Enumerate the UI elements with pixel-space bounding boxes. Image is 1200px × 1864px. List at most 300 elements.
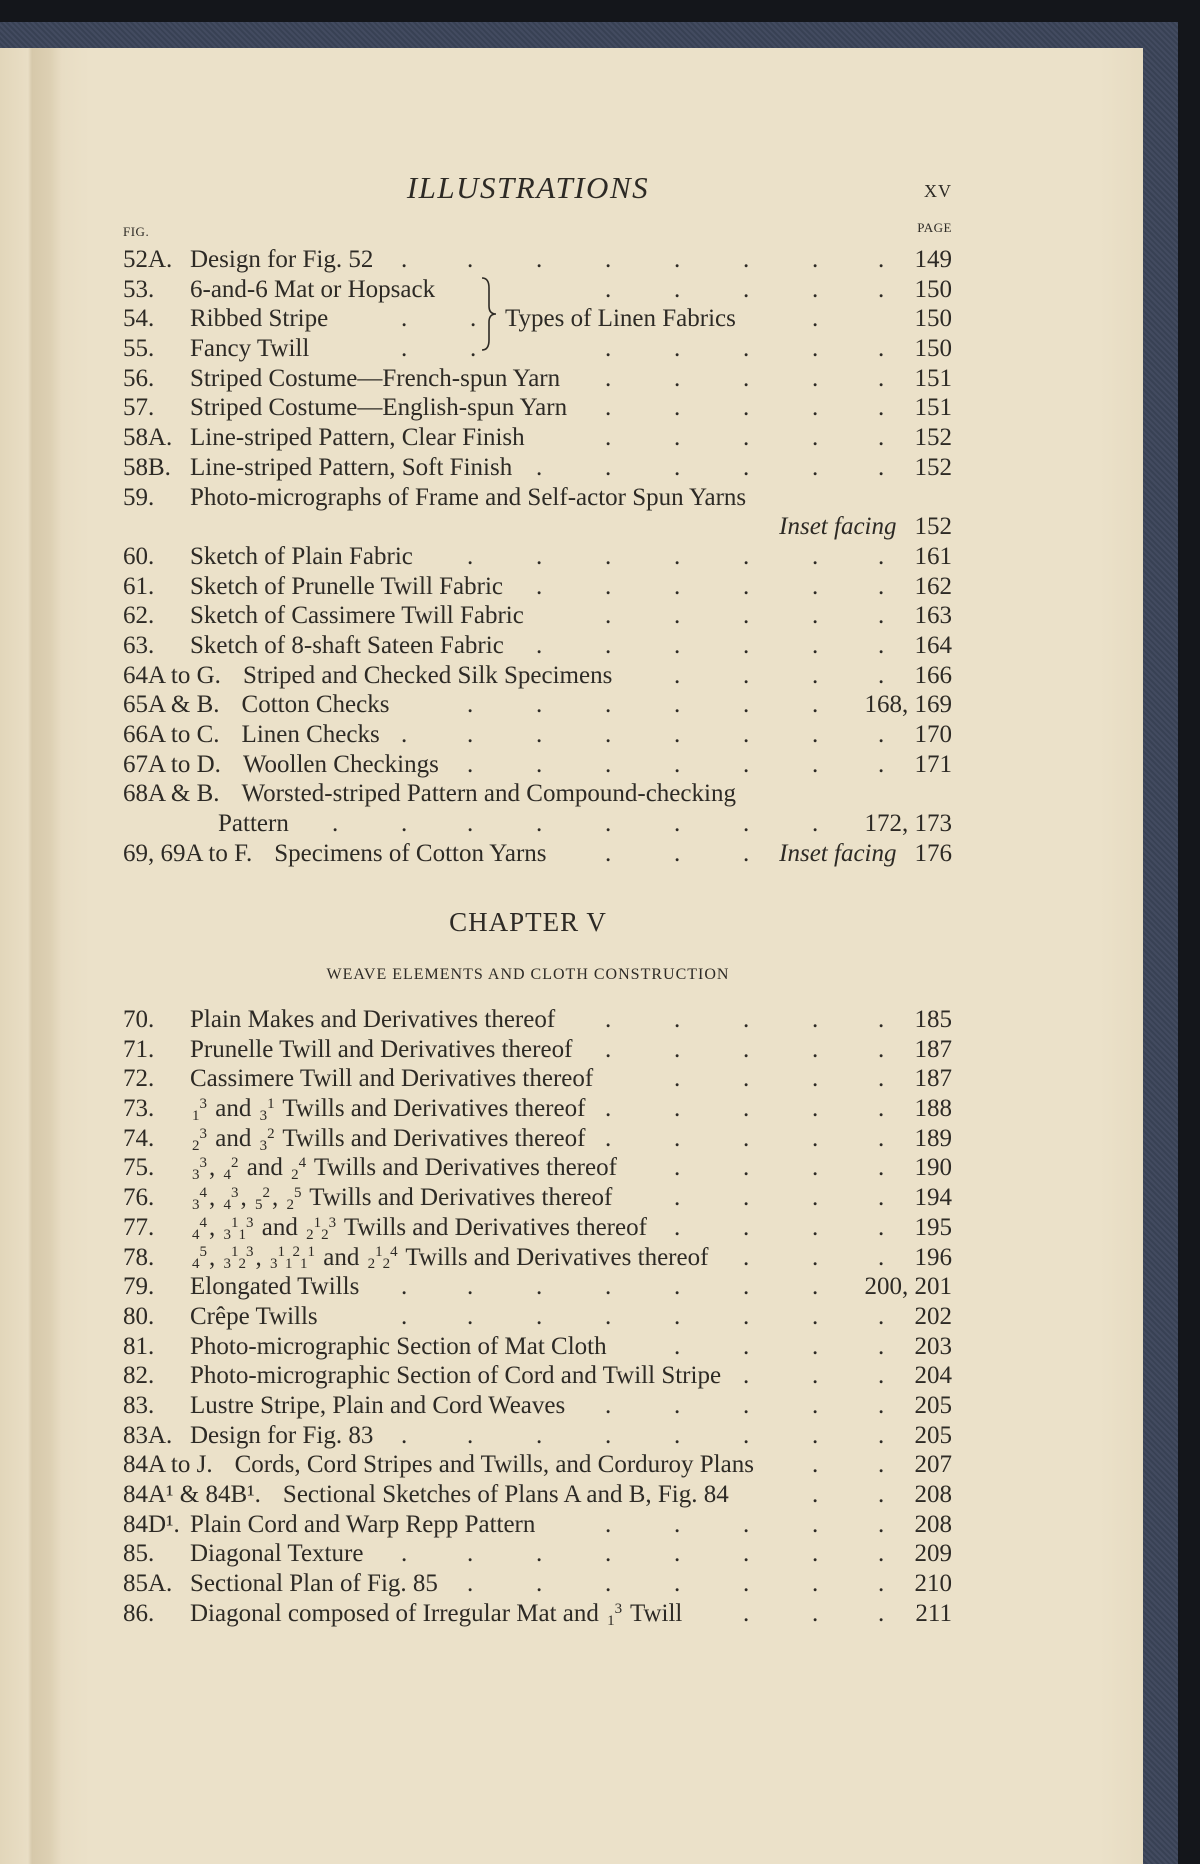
figure-title: Line-striped Pattern, Clear Finish bbox=[190, 424, 525, 452]
leader-dot: . bbox=[743, 572, 750, 600]
twill-digit: 4 bbox=[192, 1256, 200, 1273]
title-text: Twills and Derivatives thereof bbox=[276, 1095, 586, 1123]
leader-dot: . bbox=[812, 542, 819, 570]
leader-dot: . bbox=[605, 810, 612, 838]
leader-dot: . bbox=[674, 453, 681, 481]
list-item bbox=[123, 1450, 952, 1480]
leader-dot: . bbox=[812, 1035, 819, 1063]
figure-title: Sectional Plan of Fig. 85 bbox=[190, 1570, 438, 1598]
list-item bbox=[123, 1510, 952, 1540]
leader-dot: . bbox=[605, 721, 612, 748]
list-item bbox=[123, 364, 952, 394]
twill-notation bbox=[255, 1184, 270, 1213]
page-number: 189 bbox=[914, 1124, 952, 1152]
page-number: 188 bbox=[914, 1095, 952, 1123]
leader-dot: . bbox=[674, 750, 681, 778]
leader-dot: . bbox=[605, 1302, 612, 1330]
leader-dot: . bbox=[878, 1540, 885, 1568]
leader-dot: . bbox=[878, 1362, 885, 1390]
figure-number: 83. bbox=[123, 1391, 155, 1419]
list-item bbox=[123, 423, 952, 453]
twill-digit: 3 bbox=[246, 1244, 254, 1261]
leader-dot: . bbox=[536, 631, 543, 659]
title-text: Diagonal composed of Irregular Mat and bbox=[190, 1599, 606, 1627]
twill-digit: 4 bbox=[390, 1244, 398, 1261]
leader-dot: . bbox=[674, 1124, 681, 1152]
leader-dot: . bbox=[536, 691, 543, 719]
list-item bbox=[123, 1302, 952, 1332]
leader-dot: . bbox=[812, 424, 819, 452]
list-item bbox=[123, 1361, 952, 1391]
twill-digit: 2 bbox=[292, 1244, 300, 1261]
twill-digit: 3 bbox=[270, 1256, 278, 1273]
figure-number: 69, 69A to F. bbox=[123, 839, 253, 867]
leader-dot: . bbox=[605, 602, 612, 630]
twill-notation bbox=[291, 1155, 307, 1184]
leader-dot: . bbox=[878, 1599, 885, 1627]
leader-dot: . bbox=[878, 1243, 885, 1271]
twill-digit: 3 bbox=[199, 1095, 207, 1112]
leader-dot: . bbox=[467, 1273, 474, 1301]
twill-notation bbox=[192, 1244, 207, 1273]
figure-number: 53. bbox=[123, 275, 155, 303]
twill-digit: 1 bbox=[231, 1244, 239, 1261]
leader-dot: . bbox=[674, 839, 681, 867]
twill-digit: 4 bbox=[199, 1214, 207, 1231]
fig-column-label: FIG. bbox=[123, 224, 150, 239]
list-item bbox=[123, 1213, 952, 1243]
figure-number: 85. bbox=[123, 1540, 155, 1568]
twill-digit: 5 bbox=[255, 1196, 263, 1213]
page-number: 210 bbox=[914, 1570, 952, 1598]
leader-dot: . bbox=[674, 572, 681, 600]
leader-dot: . bbox=[674, 275, 681, 303]
figure-title bbox=[190, 1094, 585, 1124]
leader-dot: . bbox=[743, 335, 750, 363]
leader-dot: . bbox=[401, 721, 408, 748]
leader-dot: . bbox=[812, 394, 819, 422]
title-text: , bbox=[209, 1213, 222, 1241]
page-number: 150 bbox=[914, 305, 952, 333]
page-number: 195 bbox=[914, 1213, 952, 1241]
twill-digit: 1 bbox=[607, 1612, 615, 1629]
figure-title: Photo-micrographs of Frame and Self-actor Spun Yarns bbox=[190, 483, 747, 511]
figure-number: 68A & B. bbox=[123, 780, 220, 808]
leader-dot: . bbox=[674, 542, 681, 570]
leader-dot: . bbox=[536, 453, 543, 481]
twill-digit: 1 bbox=[231, 1214, 239, 1231]
page-number: 168, 169 bbox=[864, 691, 952, 719]
figure-title bbox=[190, 1213, 647, 1243]
twill-digit: 3 bbox=[231, 1184, 239, 1201]
list-item bbox=[123, 1569, 952, 1599]
leader-dot: . bbox=[467, 1570, 474, 1598]
leader-dot: . bbox=[674, 1035, 681, 1063]
leader-dot: . bbox=[812, 1095, 819, 1123]
chapter-subtitle: WEAVE ELEMENTS AND CLOTH CONSTRUCTION bbox=[326, 966, 730, 983]
figure-number: 62. bbox=[123, 602, 155, 630]
page-number: 170 bbox=[914, 721, 952, 748]
leader-dot: . bbox=[674, 364, 681, 392]
twill-digit: 2 bbox=[262, 1184, 270, 1201]
figure-title: Woollen Checkings bbox=[242, 750, 439, 778]
leader-dot: . bbox=[743, 839, 750, 867]
bracket-group-label: Types of Linen Fabrics bbox=[505, 305, 736, 333]
page-number: 208 bbox=[914, 1481, 952, 1508]
leader-dot: . bbox=[812, 364, 819, 392]
twill-digit: 2 bbox=[291, 1167, 299, 1184]
leader-dot: . bbox=[812, 1184, 819, 1212]
twill-digit: 1 bbox=[267, 1095, 275, 1112]
leader-dot: . bbox=[743, 1273, 750, 1301]
leader-dot: . bbox=[743, 275, 750, 303]
leader-dot: . bbox=[812, 1391, 819, 1419]
leader-dot: . bbox=[674, 661, 681, 689]
twill-notation bbox=[306, 1214, 337, 1243]
leader-dot: . bbox=[878, 1421, 885, 1449]
page-number: 152 bbox=[914, 424, 952, 452]
figure-title: Worsted-striped Pattern and Compound-checking bbox=[241, 780, 736, 808]
leader-dot: . bbox=[878, 542, 885, 570]
leader-dot: . bbox=[674, 1154, 681, 1182]
page-number: 196 bbox=[914, 1243, 952, 1271]
title-text: and bbox=[209, 1095, 258, 1123]
leader-dot: . bbox=[743, 364, 750, 392]
title-text: , bbox=[209, 1154, 222, 1182]
leader-dot: . bbox=[467, 1540, 474, 1568]
twill-notation bbox=[223, 1244, 254, 1273]
title-text: , bbox=[240, 1184, 253, 1212]
figure-title: Sketch of 8-shaft Sateen Fabric bbox=[190, 631, 504, 659]
leader-dot: . bbox=[812, 1421, 819, 1449]
leader-dot: . bbox=[536, 572, 543, 600]
figure-number: 56. bbox=[123, 364, 155, 392]
twill-digit: 4 bbox=[223, 1196, 231, 1213]
twill-digit: 1 bbox=[192, 1107, 200, 1124]
leader-dot: . bbox=[743, 1510, 750, 1538]
leader-dot: . bbox=[674, 1332, 681, 1360]
figure-number: 86. bbox=[123, 1599, 155, 1627]
leader-dot: . bbox=[878, 453, 885, 481]
list-item bbox=[123, 690, 952, 720]
page-folio: xv bbox=[924, 176, 952, 203]
leader-dot: . bbox=[743, 691, 750, 719]
leader-dot: . bbox=[743, 1599, 750, 1627]
leader-dot: . bbox=[674, 1213, 681, 1241]
leader-dot: . bbox=[878, 1154, 885, 1182]
inset-facing-note: Inset facing bbox=[779, 839, 897, 867]
leader-dot: . bbox=[332, 810, 339, 838]
twill-notation bbox=[223, 1155, 239, 1184]
list-item bbox=[123, 483, 952, 513]
leader-dot: . bbox=[467, 1302, 474, 1330]
twill-notation bbox=[223, 1214, 254, 1243]
title-text: , bbox=[255, 1243, 268, 1271]
figure-number: 65A & B. bbox=[123, 691, 220, 719]
page-number: 150 bbox=[914, 275, 952, 303]
leader-dot: . bbox=[878, 1006, 885, 1033]
leader-dot: . bbox=[605, 572, 612, 600]
leader-dot: . bbox=[878, 1481, 885, 1508]
page-number: 162 bbox=[914, 572, 952, 600]
leader-dot: . bbox=[674, 335, 681, 363]
figure-title: Photo-micrographic Section of Cord and Twill Stripe bbox=[190, 1362, 722, 1390]
figure-title: Elongated Twills bbox=[190, 1273, 360, 1301]
leader-dot: . bbox=[812, 1213, 819, 1241]
title-text: Twill bbox=[624, 1599, 683, 1627]
leader-dot: . bbox=[605, 1035, 612, 1063]
figure-title: Line-striped Pattern, Soft Finish bbox=[190, 453, 513, 481]
twill-digit: 4 bbox=[192, 1226, 200, 1243]
twill-digit: 3 bbox=[223, 1256, 231, 1273]
figure-title: Lustre Stripe, Plain and Cord Weaves bbox=[190, 1391, 566, 1419]
leader-dot: . bbox=[674, 631, 681, 659]
list-item bbox=[123, 1064, 952, 1094]
leader-dot: . bbox=[878, 631, 885, 659]
twill-notation bbox=[192, 1095, 207, 1124]
twill-digit: 2 bbox=[382, 1256, 391, 1273]
leader-dot: . bbox=[674, 810, 681, 838]
leader-dot: . bbox=[812, 1540, 819, 1568]
twill-notation bbox=[367, 1244, 398, 1273]
figure-title: Sketch of Cassimere Twill Fabric bbox=[190, 602, 524, 630]
twill-digit: 2 bbox=[267, 1125, 275, 1142]
figure-title: Diagonal Texture bbox=[190, 1540, 364, 1568]
leader-dot: . bbox=[401, 1421, 408, 1449]
leader-dot: . bbox=[878, 602, 885, 630]
figure-number: 84A to J. bbox=[123, 1451, 213, 1479]
twill-digit: 1 bbox=[300, 1256, 308, 1273]
leader-dot: . bbox=[674, 1065, 681, 1093]
title-text: and bbox=[317, 1243, 366, 1271]
figure-number: 83A. bbox=[123, 1421, 173, 1449]
leader-dot: . bbox=[674, 721, 681, 748]
leader-dot: . bbox=[605, 275, 612, 303]
page-number: 185 bbox=[914, 1006, 952, 1033]
title-text: and bbox=[240, 1154, 290, 1182]
leader-dot: . bbox=[812, 453, 819, 481]
twill-digit: 1 bbox=[277, 1244, 285, 1261]
title-text: , bbox=[272, 1184, 285, 1212]
leader-dot: . bbox=[878, 1213, 885, 1241]
leader-dot: . bbox=[674, 424, 681, 452]
twill-digit: 3 bbox=[199, 1125, 207, 1142]
figure-number: 76. bbox=[123, 1184, 155, 1212]
leader-dot: . bbox=[743, 246, 750, 273]
leader-dot: . bbox=[812, 691, 819, 719]
list-item bbox=[123, 1183, 952, 1213]
title-text: Twills and Derivatives thereof bbox=[308, 1154, 617, 1182]
leader-dot: . bbox=[812, 1273, 819, 1301]
twill-digit: 1 bbox=[238, 1226, 246, 1243]
page-number: 176 bbox=[914, 839, 952, 867]
figure-title: Striped Costume—English-spun Yarn bbox=[190, 394, 568, 422]
page-number: 205 bbox=[914, 1421, 952, 1449]
leader-dot: . bbox=[878, 275, 885, 303]
leader-dot: . bbox=[743, 1035, 750, 1063]
leader-dot: . bbox=[605, 1391, 612, 1419]
figure-number: 60. bbox=[123, 542, 155, 570]
leader-dot: . bbox=[743, 542, 750, 570]
leader-dot: . bbox=[812, 1481, 819, 1508]
page-number: 151 bbox=[914, 394, 952, 422]
leader-dot: . bbox=[878, 1124, 885, 1152]
page-number: 163 bbox=[914, 602, 952, 630]
leader-dot: . bbox=[878, 394, 885, 422]
leader-dot: . bbox=[536, 1540, 543, 1568]
figure-number: 58B. bbox=[123, 453, 171, 481]
list-item bbox=[123, 453, 952, 483]
leader-dot: . bbox=[878, 364, 885, 392]
page-number: 166 bbox=[914, 661, 952, 689]
twill-digit: 2 bbox=[238, 1256, 246, 1273]
leader-dot: . bbox=[674, 1540, 681, 1568]
leader-dot: . bbox=[878, 1451, 885, 1479]
leader-dot: . bbox=[743, 1213, 750, 1241]
title-text: , bbox=[209, 1184, 222, 1212]
leader-dot: . bbox=[743, 1154, 750, 1182]
leader-dot: . bbox=[605, 1421, 612, 1449]
leader-dot: . bbox=[674, 691, 681, 719]
title-text: , bbox=[209, 1243, 222, 1271]
list-item bbox=[123, 542, 952, 572]
twill-digit: 1 bbox=[285, 1256, 293, 1273]
leader-dot: . bbox=[467, 721, 474, 748]
leader-dot: . bbox=[743, 810, 750, 838]
list-item bbox=[123, 779, 952, 809]
twill-notation bbox=[192, 1214, 207, 1243]
twill-digit: 3 bbox=[223, 1226, 231, 1243]
leader-dot: . bbox=[674, 1302, 681, 1330]
leader-dot: . bbox=[605, 335, 612, 363]
leader-dot: . bbox=[878, 1332, 885, 1360]
leader-dot: . bbox=[605, 839, 612, 867]
leader-dot: . bbox=[605, 631, 612, 659]
twill-notation bbox=[607, 1600, 623, 1629]
leader-dot: . bbox=[605, 424, 612, 452]
twill-digit: 2 bbox=[192, 1137, 200, 1154]
figure-title: Sketch of Prunelle Twill Fabric bbox=[190, 572, 504, 600]
leader-dot: . bbox=[605, 750, 612, 778]
leader-dot: . bbox=[470, 305, 477, 333]
twill-digit: 5 bbox=[294, 1184, 302, 1201]
figure-title: Design for Fig. 83 bbox=[190, 1421, 374, 1449]
list-item bbox=[123, 1599, 952, 1629]
figure-number: 70. bbox=[123, 1006, 155, 1033]
page-number: 207 bbox=[914, 1451, 952, 1479]
leader-dot: . bbox=[878, 1095, 885, 1123]
leader-dot: . bbox=[743, 1302, 750, 1330]
figure-number: 54. bbox=[123, 305, 155, 333]
figure-number: 84A¹ & 84B¹. bbox=[123, 1481, 261, 1508]
leader-dot: . bbox=[467, 246, 474, 273]
figure-number: 81. bbox=[123, 1332, 155, 1360]
leader-dot: . bbox=[878, 424, 885, 452]
leader-dot: . bbox=[536, 721, 543, 748]
figure-title: Cassimere Twill and Derivatives thereof bbox=[190, 1065, 594, 1093]
leader-dot: . bbox=[812, 1362, 819, 1390]
illustrations-list-1 bbox=[123, 245, 952, 868]
twill-digit: 1 bbox=[307, 1244, 315, 1261]
list-item bbox=[123, 572, 952, 602]
twill-notation bbox=[192, 1184, 207, 1213]
list-item bbox=[123, 1272, 952, 1302]
leader-dot: . bbox=[812, 572, 819, 600]
leader-dot: . bbox=[674, 246, 681, 273]
twill-digit: 5 bbox=[199, 1244, 207, 1261]
leader-dot: . bbox=[467, 750, 474, 778]
list-item bbox=[123, 720, 952, 750]
twill-digit: 4 bbox=[199, 1184, 207, 1201]
page-number: 187 bbox=[914, 1065, 952, 1093]
page-number: 204 bbox=[914, 1362, 952, 1390]
twill-digit: 3 bbox=[328, 1214, 337, 1231]
page-number: 200, 201 bbox=[864, 1273, 952, 1301]
page-column-label: PAGE bbox=[917, 220, 952, 235]
leader-dot: . bbox=[536, 750, 543, 778]
figure-number: 75. bbox=[123, 1154, 155, 1182]
leader-dot: . bbox=[743, 453, 750, 481]
leader-dot: . bbox=[878, 1065, 885, 1093]
leader-dot: . bbox=[743, 1362, 750, 1390]
figure-number: 82. bbox=[123, 1362, 155, 1390]
twill-digit: 2 bbox=[321, 1226, 329, 1243]
leader-dot: . bbox=[401, 246, 408, 273]
leader-dot: . bbox=[605, 1006, 612, 1033]
figure-title: Crêpe Twills bbox=[190, 1302, 318, 1330]
leader-dot: . bbox=[674, 1184, 681, 1212]
twill-digit: 3 bbox=[246, 1214, 254, 1231]
leader-dot: . bbox=[878, 1570, 885, 1598]
list-item bbox=[123, 393, 952, 423]
figure-number: 80. bbox=[123, 1302, 155, 1330]
leader-dot: . bbox=[743, 750, 750, 778]
figure-number: 64A to G. bbox=[123, 661, 221, 689]
list-item bbox=[123, 1035, 952, 1065]
leader-dot: . bbox=[878, 1302, 885, 1330]
leader-dot: . bbox=[605, 394, 612, 422]
leader-dot: . bbox=[605, 691, 612, 719]
leader-dot: . bbox=[743, 661, 750, 689]
title-text: Twills and Derivatives thereof bbox=[276, 1124, 586, 1152]
leader-dot: . bbox=[812, 631, 819, 659]
twill-digit: 3 bbox=[614, 1600, 623, 1617]
figure-number: 57. bbox=[123, 394, 155, 422]
leader-dot: . bbox=[812, 1451, 819, 1479]
list-item bbox=[123, 275, 952, 305]
figure-title: Linen Checks bbox=[241, 721, 380, 748]
leader-dot: . bbox=[605, 1510, 612, 1538]
leader-dot: . bbox=[743, 1391, 750, 1419]
twill-digit: 2 bbox=[231, 1155, 239, 1172]
twill-digit: 4 bbox=[223, 1167, 231, 1184]
page-number: 164 bbox=[914, 631, 952, 659]
page-number: 171 bbox=[914, 750, 952, 778]
leader-dot: . bbox=[743, 602, 750, 630]
leader-dot: . bbox=[878, 1391, 885, 1419]
figure-title: Cotton Checks bbox=[241, 691, 390, 719]
leader-dot: . bbox=[812, 1302, 819, 1330]
page-number: 205 bbox=[914, 1391, 952, 1419]
figure-number: 52A. bbox=[123, 246, 173, 273]
page-number: 152 bbox=[914, 513, 952, 541]
figure-number: 74. bbox=[123, 1124, 155, 1152]
list-item bbox=[123, 839, 952, 869]
leader-dot: . bbox=[812, 1599, 819, 1627]
figure-number: 67A to D. bbox=[123, 750, 221, 778]
page-number: 202 bbox=[914, 1302, 952, 1330]
figure-title bbox=[190, 1124, 585, 1154]
